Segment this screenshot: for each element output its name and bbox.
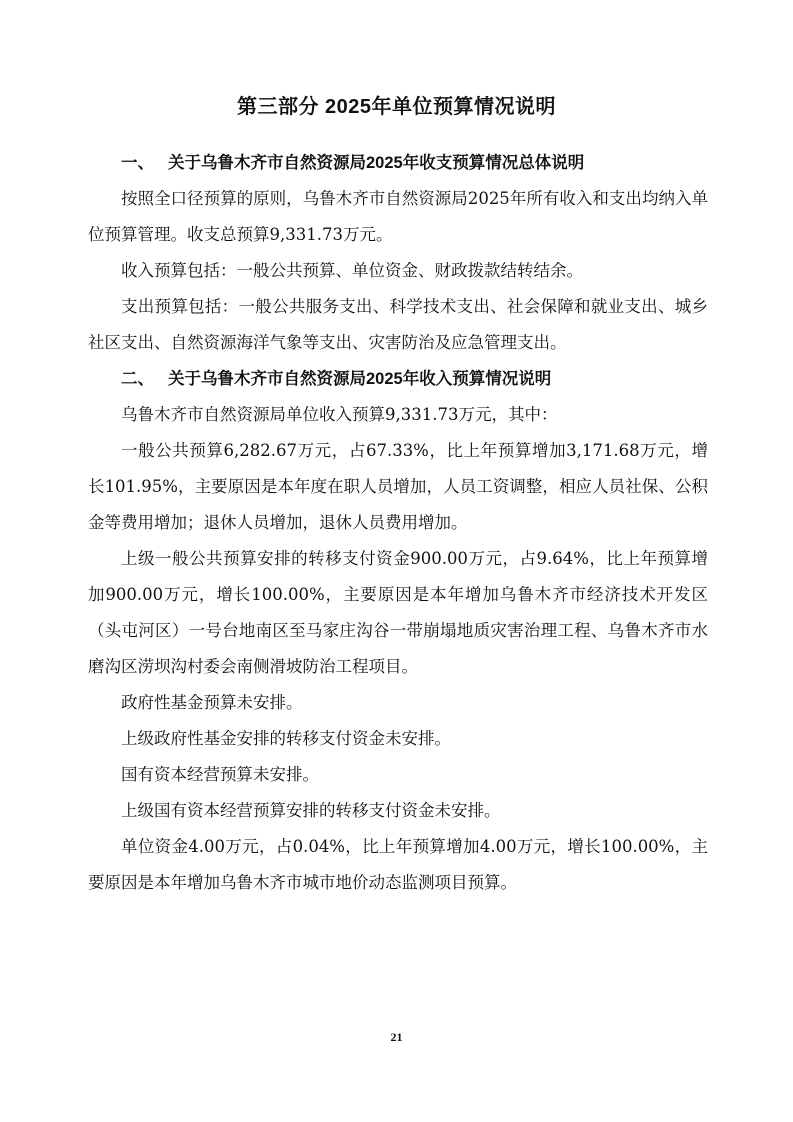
section-heading-2 [88, 361, 708, 397]
paragraph: 政府性基金预算未安排。 [121, 693, 303, 712]
section-number-2: 二、 [121, 370, 154, 388]
page-number: 21 [390, 1030, 403, 1044]
section-heading-text-2: 关于乌鲁木齐市自然资源局2025年收入预算情况说明 [168, 370, 552, 388]
paragraph: 收入预算包括：一般公共预算、单位资金、财政拨款结转结余。 [121, 261, 583, 280]
section-heading-1 [88, 145, 708, 181]
paragraph: 上级一般公共预算安排的转移支付资金900.00万元，占9.64%，比上年预算增加900.00万元，增长100.00%，主要原因是本年增加乌鲁木齐市经济技术开发区（头屯河区）一号台地南区至马家庄沟谷一带崩塌地质灾害治理工程、乌鲁木齐市水磨沟区涝坝沟村委会南侧滑坡防治工程项目。 [88, 549, 708, 676]
paragraph: 单位资金4.00万元，占0.04%，比上年预算增加4.00万元，增长100.00%，主要原因是本年增加乌鲁木齐市城市地价动态监测项目预算。 [88, 837, 708, 892]
paragraph: 国有资本经营预算未安排。 [121, 765, 319, 784]
paragraph: 乌鲁木齐市自然资源局单位收入预算9,331.73万元，其中： [121, 405, 558, 424]
section-number-1: 一、 [121, 154, 154, 172]
document-body [88, 145, 708, 901]
paragraph: 上级国有资本经营预算安排的转移支付资金未安排。 [121, 801, 501, 820]
paragraph: 一般公共预算6,282.67万元，占67.33%，比上年预算增加3,171.68万元，增长101.95%，主要原因是本年度在职人员增加，人员工资调整，相应人员社保、公积金等费用增加；退休人员增加，退休人员费用增加。 [88, 441, 708, 532]
page-title: 第三部分 2025年单位预算情况说明 [236, 96, 557, 118]
paragraph: 支出预算包括：一般公共服务支出、科学技术支出、社会保障和就业支出、城乡社区支出、自然资源海洋气象等支出、灾害防治及应急管理支出。 [88, 297, 708, 352]
paragraph: 上级政府性基金安排的转移支付资金未安排。 [121, 729, 451, 748]
section-heading-text-1: 关于乌鲁木齐市自然资源局2025年收支预算情况总体说明 [168, 154, 585, 172]
paragraph: 按照全口径预算的原则，乌鲁木齐市自然资源局2025年所有收入和支出均纳入单位预算管理。收支总预算9,331.73万元。 [88, 189, 708, 244]
